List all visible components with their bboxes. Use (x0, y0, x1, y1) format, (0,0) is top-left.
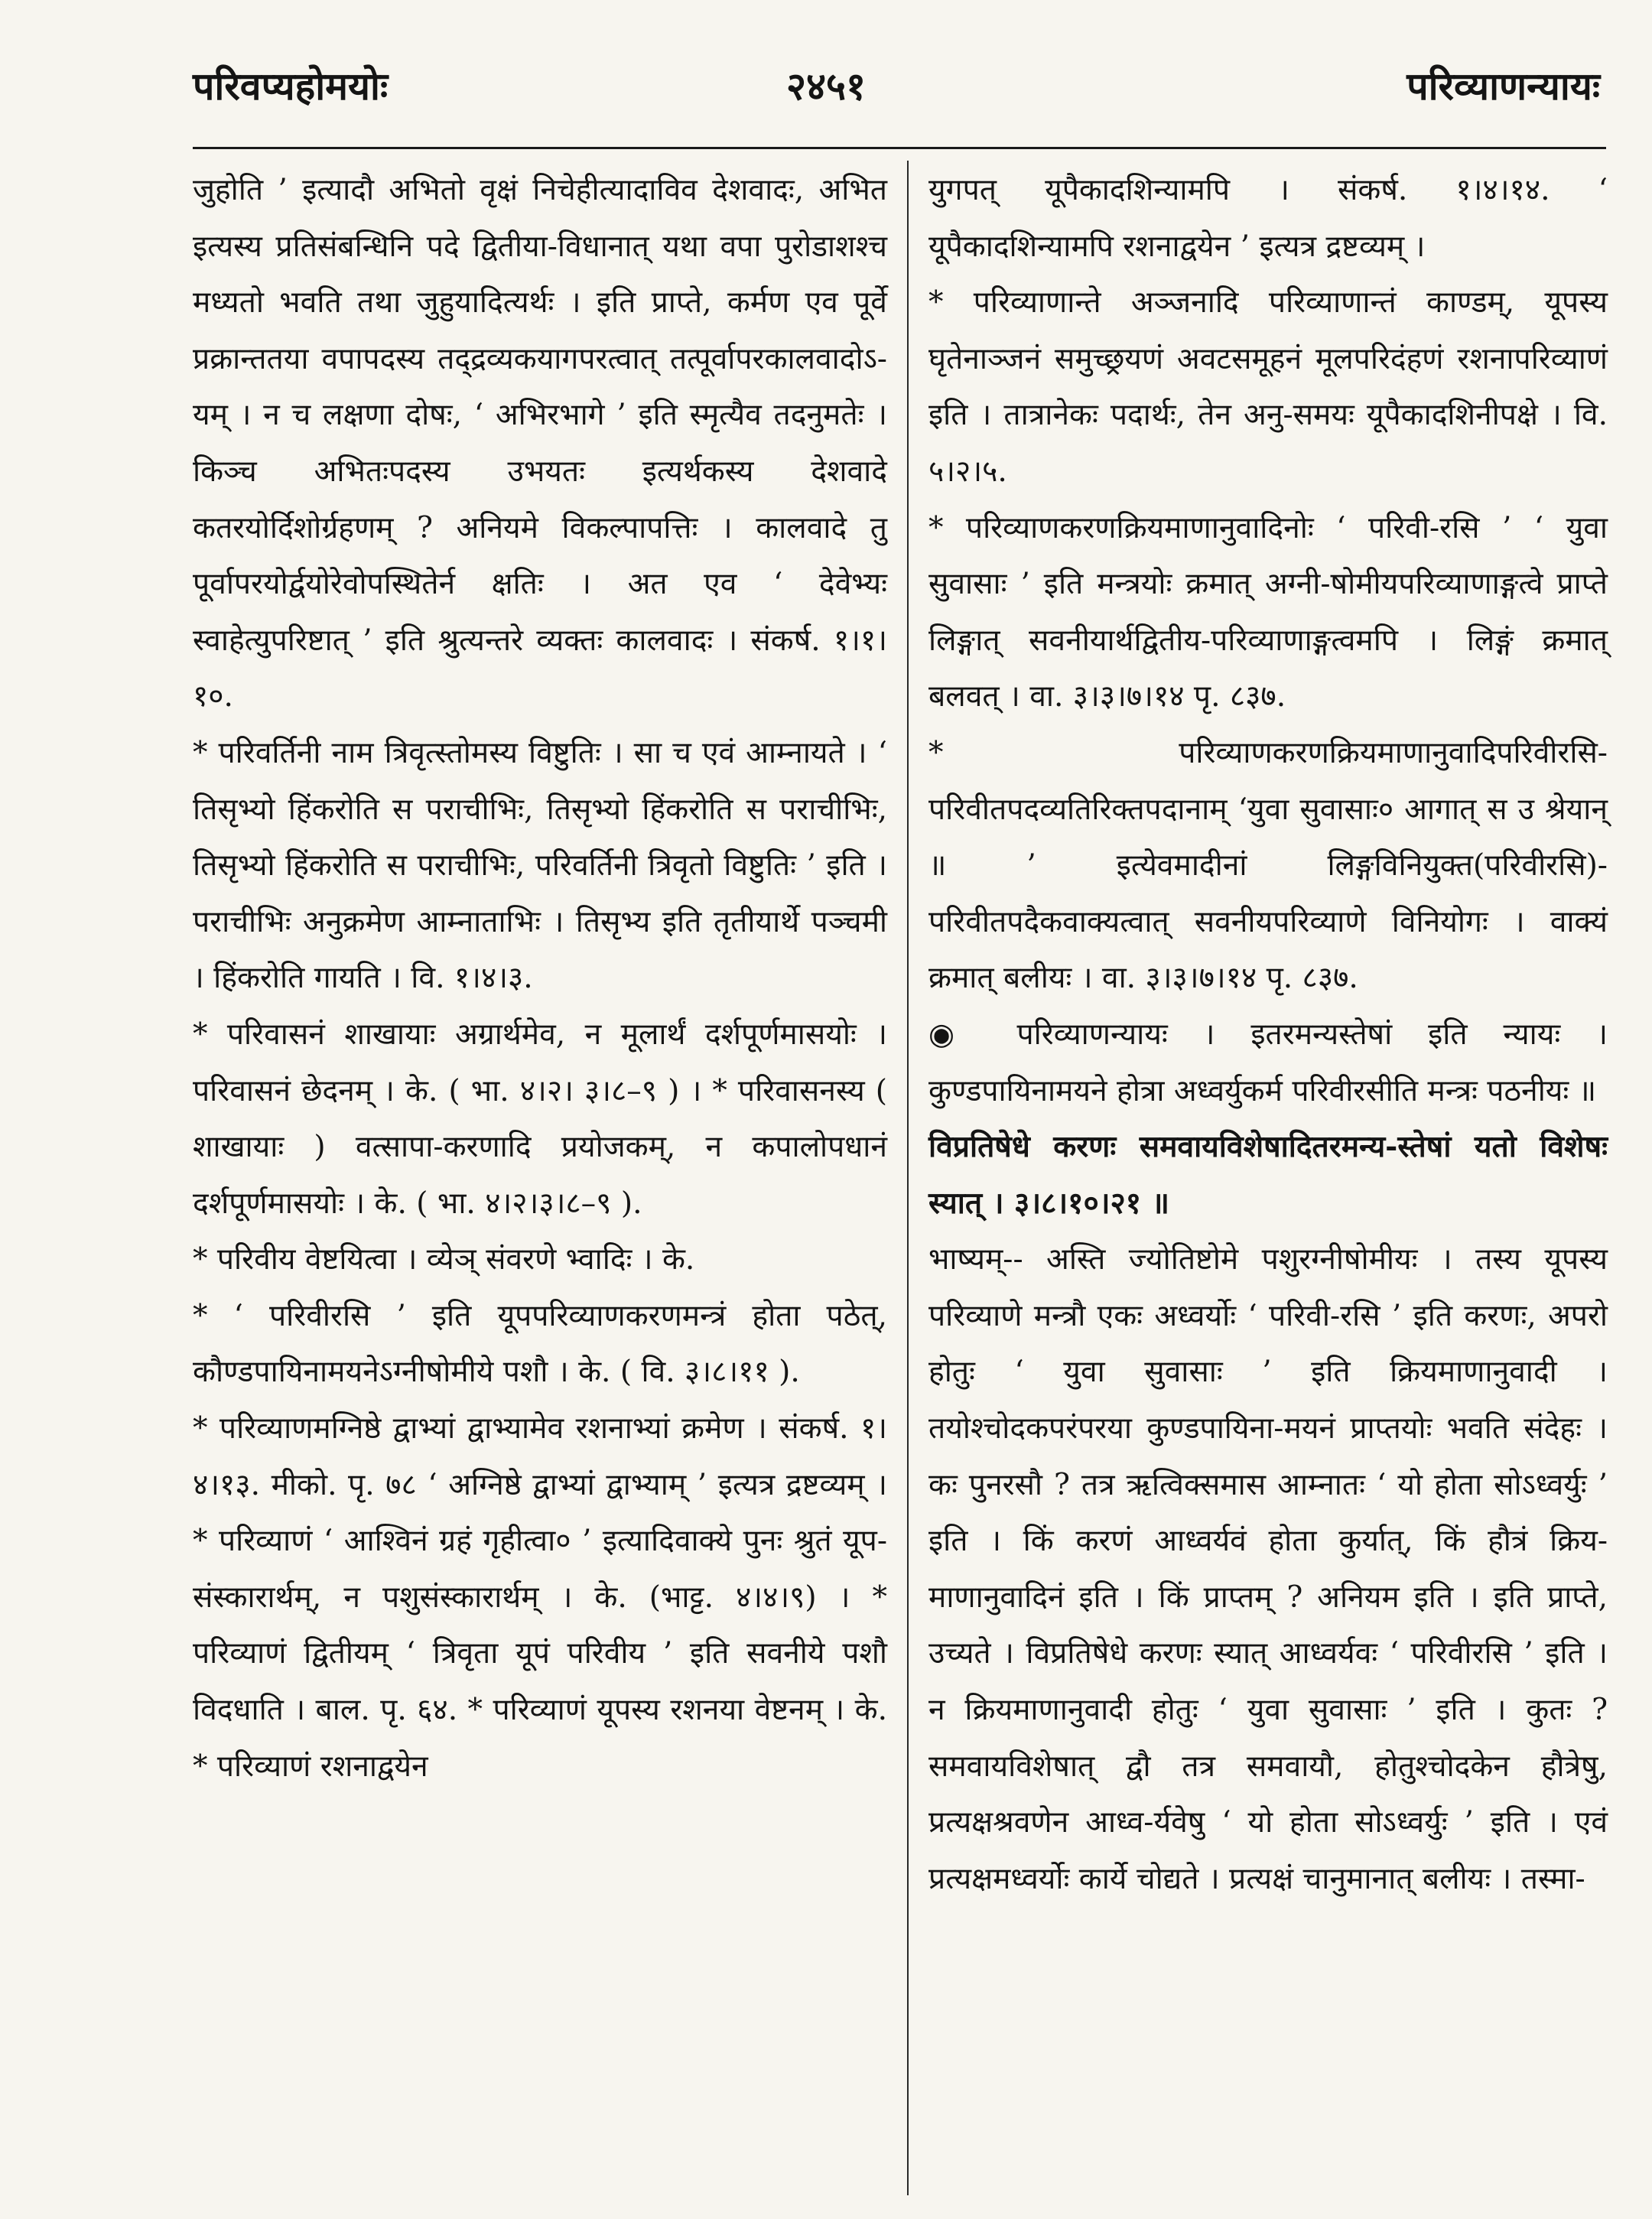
entry-parivirasi: * ‘ परिवीरसि ’ इति यूपपरिव्याणकरणमन्त्रं होता पठेत्, कौण्डपायिनामयनेऽग्नीषोमीये पशौ । के. ( वि. ३।८।११ ). (193, 1298, 897, 1390)
entry-paragraph: जुहोति ’ इत्यादौ अभितो वृक्षं निचेहीत्यादाविव देशवादः, अभित इत्यस्य प्रतिसंबन्धिनि पदे द्वितीया-विधानात् यथा वपा पुरोडाशश्च मध्यतो भवति तथा जुहुयादित्यर्थः । इति प्राप्ते, कर्मण एव पूर्वे प्रक्रान्ततया वपापदस्य तद्द्रव्यकयागपरत्वात् तत्पूर्वापरकालवादोऽ-यम् । न च लक्षणा दोषः, ‘ अभिरभागे ’ इति स्मृत्यैव तदनुमतेः । किञ्च अभितःपदस्य उभयतः इत्यर्थकस्य देशवादे कतरयोर्दिशोर्ग्रहणम् ? अनियमे विकल्पापत्तिः । कालवादे तु पूर्वापरयोर्द्वयोरेवोपस्थितेर्न क्षतिः । अत एव ‘ देवेभ्यः स्वाहेत्युपरिष्टात् ’ इति श्रुत्यन्तरे व्यक्तः कालवादः । संकर्ष. १।१।१०. (193, 173, 897, 714)
entry-parivyana-karana: * परिव्याणकरणक्रियमाणानुवादिनोः ‘ परिवी-रसि ’ ‘ युवा सुवासाः ’ इति मन्त्रयोः क्रमात् अग्नी-षोमीयपरिव्याणाङ्गत्वे प्राप्ते लिङ्गात् सवनीयार्थद्वितीय-परिव्याणाङ्गत्वमपि । लिङ्गं क्रमात् बलवत् । वा. ३।३।७।१४ पृ. ८३७. (928, 510, 1618, 714)
entry-parivyananta: * परिव्याणान्ते अञ्जनादि परिव्याणान्तं काण्डम्, यूपस्य घृतेनाञ्जनं समुच्छ्रयणं अवटसमूहनं मूलपरिदंहणं रशनापरिव्याणं इति । तात्रानेकः पदार्थः, तेन अनु-समयः यूपैकादशिनीपक्षे । वि. ५।२।५. (928, 285, 1618, 489)
entry-parivyana-agnishthe: * परिव्याणमग्निष्ठे द्वाभ्यां द्वाभ्यामेव रशनाभ्यां क्रमेण । संकर्ष. १।४।१३. मीको. पृ. ७८ ‘ अग्निष्ठे द्वाभ्यां द्वाभ्याम् ’ इत्यत्र द्रष्टव्यम् । * परिव्याणं ‘ आश्विनं ग्रहं गृहीत्वा० ’ इत्यादिवाक्ये पुनः श्रुतं यूप-संस्कारार्थम्, न पशुसंस्कारार्थम् । के. (भाट्ट. ४।४।९) । * परिव्याणं द्वितीयम् ‘ त्रिवृता यूपं परिवीय ’ इति सवनीये पशौ विदधाति । बाल. पृ. ६४. * परिव्याणं यूपस्य रशनया वेष्टनम् । के. * परिव्याणं रशनाद्वयेन (193, 1411, 897, 1784)
entry-parivyana-karana-parivirasi: * परिव्याणकरणक्रियमाणानुवादिपरिवीरसि-परिवीतपदव्यतिरिक्तपदानाम् ‘युवा सुवासाः० आगात् स उ श्रेयान् ॥ ’ इत्येवमादीनां लिङ्गविनियुक्त(परिवीरसि)-परिवीतपदैकवाक्यत्वात् सवनीयपरिव्याणे विनियोगः । वाक्यं क्रमात् बलीयः । वा. ३।३।७।१४ पृ. ८३७. (928, 735, 1618, 996)
entry-parivyana-nyaya: ◉ परिव्याणन्यायः । इतरमन्यस्तेषां इति न्यायः । कुण्डपायिनामयने होत्रा अध्वर्युकर्म परिवीरसीति मन्त्रः पठनीयः ॥ (928, 1017, 1618, 1108)
entry-parivartini: * परिवर्तिनी नाम त्रिवृत्स्तोमस्य विष्टुतिः । सा च एवं आम्नायते । ‘ तिसृभ्यो हिंकरोति स पराचीभिः, तिसृभ्यो हिंकरोति स पराचीभिः, तिसृभ्यो हिंकरोति स पराचीभिः, परिवर्तिनी त्रिवृतो विष्टुतिः ’ इति । पराचीभिः अनुक्रमेण आम्नाताभिः । तिसृभ्य इति तृतीयार्थे पञ्चमी । हिंकरोति गायति । वि. १।४।३. (193, 735, 897, 996)
entry-parivasana: * परिवासनं शाखायाः अग्रार्थमेव, न मूलार्थं दर्शपूर्णमासयोः । परिवासनं छेदनम् । के. ( भा. ४।२। ३।८–९ ) । * परिवासनस्य ( शाखायाः ) वत्सापा-करणादि प्रयोजकम्, न कपालोपधानं दर्शपूर्णमासयोः । के. ( भा. ४।२।३।८–९ ). (193, 1017, 897, 1221)
entry-paragraph: युगपत् यूपैकादशिन्यामपि । संकर्ष. १।४।१४. ‘ यूपैकादशिन्यामपि रशनाद्वयेन ’ इत्यत्र द्रष्टव्यम् । (928, 173, 1618, 264)
column-divider (907, 161, 909, 2195)
running-head-right: परिव्याणन्यायः (1406, 63, 1600, 109)
left-column (193, 162, 897, 2204)
bhashya-paragraph: भाष्यम्-- अस्ति ज्योतिष्टोमे पशुरग्नीषोमीयः । तस्य यूपस्य परिव्याणे मन्त्रौ एकः अध्वर्योः ‘ परिवी-रसि ’ इति करणः, अपरो होतुः ‘ युवा सुवासाः ’ इति क्रियमाणानुवादी । तयोश्चोदकपरंपरया कुण्डपायिना-मयनं प्राप्तयोः भवति संदेहः । कः पुनरसौ ? तत्र ऋत्विक्समास आम्नातः ‘ यो होता सोऽध्वर्युः ’ इति । किं करणं आध्वर्यवं होता कुर्यात्, किं हौत्रं क्रिय-माणानुवादिनं इति । किं प्राप्तम् ? अनियम इति । इति प्राप्ते, उच्यते । विप्रतिषेधे करणः स्यात् आध्वर्यवः ‘ परिवीरसि ’ इति । न क्रियमाणानुवादी होतुः ‘ युवा सुवासाः ’ इति । कुतः ? समवायविशेषात् द्वौ तत्र समवायौ, होतुश्चोदकेन हौत्रेषु, प्रत्यक्षश्रवणेन आध्व-र्यवेषु ‘ यो होता सोऽध्वर्युः ’ इति । एवं प्रत्यक्षमध्वर्योः कार्ये चोद्यते । प्रत्यक्षं चानुमानात् बलीयः । तस्मा- (928, 1242, 1618, 1896)
sutra-heading: विप्रतिषेधे करणः समवायविशेषादितरमन्य-स्तेषां यतो विशेषः स्यात् । ३।८।१०।२१ ॥ (928, 1129, 1618, 1221)
entry-pariviya: * परिवीय वेष्टयित्वा । व्येञ् संवरणे भ्वादिः । के. (193, 1242, 695, 1277)
page-number: २४५१ (786, 63, 866, 109)
running-head-left: परिवप्यहोमयोः (193, 63, 389, 109)
right-column (928, 162, 1618, 2204)
header-rule (193, 147, 1606, 149)
